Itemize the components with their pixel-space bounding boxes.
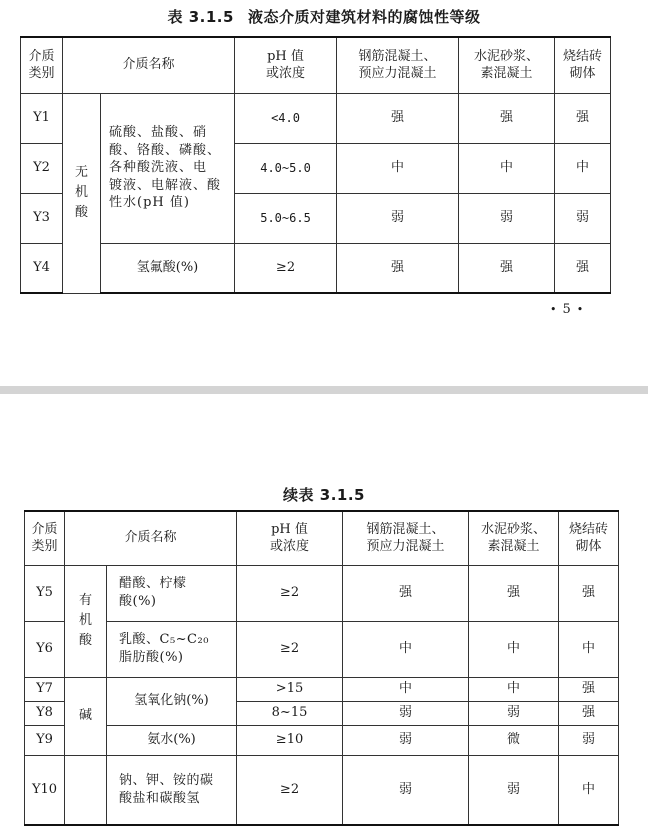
row-ph: ≥10 xyxy=(237,725,343,755)
group-organic-acid: 有 机 酸 xyxy=(65,565,107,677)
header-ph: pH 值 或浓度 xyxy=(237,511,343,565)
row-rc: 弱 xyxy=(343,725,469,755)
table-row xyxy=(25,677,619,701)
page-upper xyxy=(0,0,648,386)
row-brick: 弱 xyxy=(555,193,611,243)
table-row xyxy=(25,565,619,621)
row-rc: 弱 xyxy=(337,193,459,243)
row-ph: 4.0~5.0 xyxy=(235,143,337,193)
table1-caption: 液态介质对建筑材料的腐蚀性等级 xyxy=(247,8,481,26)
table1-title xyxy=(0,6,648,27)
group-alkali: 碱 xyxy=(65,677,107,755)
row-ph: 8~15 xyxy=(237,701,343,725)
row-ph: ≥2 xyxy=(237,621,343,677)
row-ph: 5.0~6.5 xyxy=(235,193,337,243)
row-brick: 强 xyxy=(559,677,619,701)
table-row xyxy=(21,93,611,143)
row-name: 氨水(%) xyxy=(107,725,237,755)
row-mortar: 中 xyxy=(459,143,555,193)
row-brick: 强 xyxy=(559,701,619,725)
row-brick: 强 xyxy=(555,93,611,143)
row-mortar: 微 xyxy=(469,725,559,755)
row-rc: 中 xyxy=(343,677,469,701)
table1 xyxy=(20,36,611,294)
row-rc: 中 xyxy=(337,143,459,193)
page-separator xyxy=(0,386,648,394)
row-id: Y6 xyxy=(25,621,65,677)
header-brick: 烧结砖 砌体 xyxy=(559,511,619,565)
row-mortar: 强 xyxy=(459,93,555,143)
row-ph: ≥2 xyxy=(237,565,343,621)
header-mortar: 水泥砂浆、 素混凝土 xyxy=(459,37,555,93)
header-category: 介质 类别 xyxy=(25,511,65,565)
table-row xyxy=(21,243,611,293)
table2-header-row xyxy=(25,511,619,565)
row-id: Y10 xyxy=(25,755,65,825)
row-rc: 弱 xyxy=(343,701,469,725)
header-name: 介质名称 xyxy=(63,37,235,93)
inorganic-acid-desc: 硫酸、盐酸、硝 酸、铬酸、磷酸、 各种酸洗液、电 镀液、电解液、酸 性水(pH 值) xyxy=(101,93,235,243)
row-rc: 中 xyxy=(343,621,469,677)
row-brick: 中 xyxy=(555,143,611,193)
table-row xyxy=(25,621,619,677)
row-rc: 强 xyxy=(343,565,469,621)
row-mortar: 弱 xyxy=(469,755,559,825)
row-id: Y2 xyxy=(21,143,63,193)
row-ph: <4.0 xyxy=(235,93,337,143)
row-mortar: 强 xyxy=(469,565,559,621)
header-ph: pH 值 或浓度 xyxy=(235,37,337,93)
row-mortar: 中 xyxy=(469,677,559,701)
row-ph: >15 xyxy=(237,677,343,701)
row-id: Y9 xyxy=(25,725,65,755)
header-name: 介质名称 xyxy=(65,511,237,565)
header-category: 介质 类别 xyxy=(21,37,63,93)
header-brick: 烧结砖 砌体 xyxy=(555,37,611,93)
row-ph: ≥2 xyxy=(235,243,337,293)
row-brick: 中 xyxy=(559,755,619,825)
header-mortar: 水泥砂浆、 素混凝土 xyxy=(469,511,559,565)
row-id: Y8 xyxy=(25,701,65,725)
row-name: 氢氟酸(%) xyxy=(101,243,235,293)
row-name: 乳酸、C₅~C₂₀ 脂肪酸(%) xyxy=(107,621,237,677)
header-rc: 钢筋混凝土、 预应力混凝土 xyxy=(337,37,459,93)
row-brick: 弱 xyxy=(559,725,619,755)
table-row xyxy=(25,725,619,755)
page-number: •5• xyxy=(550,302,590,317)
naoh-name: 氢氧化钠(%) xyxy=(107,677,237,725)
group-blank xyxy=(65,755,107,825)
row-rc: 强 xyxy=(337,93,459,143)
row-mortar: 弱 xyxy=(469,701,559,725)
row-brick: 中 xyxy=(559,621,619,677)
row-brick: 强 xyxy=(559,565,619,621)
row-id: Y3 xyxy=(21,193,63,243)
group-inorganic-acid: 无 机 酸 xyxy=(63,93,101,293)
row-rc: 强 xyxy=(337,243,459,293)
table1-number: 表 3.1.5 xyxy=(167,8,234,26)
table2 xyxy=(24,510,619,826)
row-id: Y1 xyxy=(21,93,63,143)
row-name: 钠、钾、铵的碳 酸盐和碳酸氢 xyxy=(107,755,237,825)
row-id: Y5 xyxy=(25,565,65,621)
header-rc: 钢筋混凝土、 预应力混凝土 xyxy=(343,511,469,565)
page-lower xyxy=(0,394,648,821)
table2-title: 续表 3.1.5 xyxy=(283,486,365,504)
row-id: Y4 xyxy=(21,243,63,293)
row-mortar: 弱 xyxy=(459,193,555,243)
row-mortar: 中 xyxy=(469,621,559,677)
table-row xyxy=(25,755,619,825)
table1-header-row xyxy=(21,37,611,93)
row-rc: 弱 xyxy=(343,755,469,825)
row-brick: 强 xyxy=(555,243,611,293)
row-ph: ≥2 xyxy=(237,755,343,825)
row-id: Y7 xyxy=(25,677,65,701)
row-name: 醋酸、柠檬 酸(%) xyxy=(107,565,237,621)
row-mortar: 强 xyxy=(459,243,555,293)
